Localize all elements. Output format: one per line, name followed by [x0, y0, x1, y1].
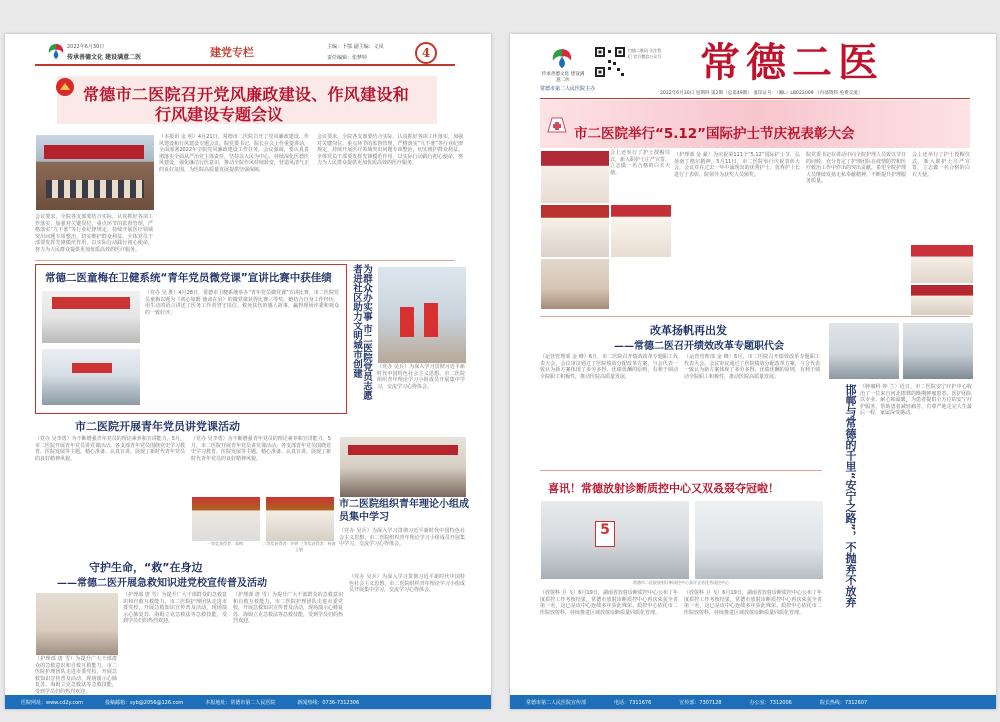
- divider: [540, 470, 822, 471]
- award-title: 常德二医童梅在卫健系统“青年党员微党课”宣讲比赛中获佳绩: [45, 272, 332, 284]
- section2-caption-2: 二等奖获得者：许婷 三等奖获得者：杨海 王敏: [262, 541, 336, 552]
- reform-body-a: （运营管理部 金 峰）6月，市二医院召开绩效改革专题职工代表大会。会议审议通过了医院绩效分配改革方案，与会代表一致认为新方案体现了多劳多得、优绩优酬的原则，有利于调动全院职工积极性，推动医院高质量发展。: [540, 354, 678, 380]
- section2-photo-2: [265, 496, 335, 542]
- vertical-headline: 为群众办实事 市二医院党员志愿者进社区助力文明城市创建: [351, 264, 372, 401]
- masthead-slogan: 传承善德文化 建设满意二医: [541, 72, 585, 83]
- masthead-title: 常德二医: [700, 39, 884, 86]
- hospice-body: （肿瘤科 钟 兰）近日，市二医院安宁疗护中心收治了一位来自河北邯郸的晚期肿瘤患者。医护团队以专业、耐心和温暖，为患者提供全方位的安宁疗护服务，帮助患者减轻痛苦、有尊严地走完人生最后一程，家属深受感动。: [860, 384, 972, 417]
- section4-body-b: （护理部 唐 雪）为提升广大干部群众的急救意识和自救互救能力，市二医院护理团队走进市委党校，开展急救知识宣传普及活动，现场演示心肺复苏、海姆立克急救法等急救技能，受到学员们的热烈欢迎。: [233, 592, 344, 625]
- section2-caption-1: 一等奖获得者：章梅: [207, 541, 243, 546]
- masthead-logo-icon: [548, 46, 576, 70]
- hospital-logo-icon: [45, 42, 67, 60]
- lead-body-col2: 会议要求，全院各支部要结合实际，认真抓好各项工作落实，加强对关键岗位、重点环节的监督管理，严格落实“九不准”等行业纪律规定，持续开展医疗领域突出问题专项整治，切实维护群众利益。全体党员干部要发挥先锋模范作用，以实际行动践行初心使命，努力为人民群众提供更加优质高效的医疗服务。: [317, 134, 463, 167]
- masthead-rule: [540, 98, 970, 99]
- section2-body-b: （党办 吴李勇）为不断增强青年党员的理论素养和宣讲能力，5月，市二医院开展青年党员讲党课活动。各支部青年党员围绕党史学习教育、医院发展等主题，精心准备、认真宣讲，展现了新时代青年党员的良好精神风貌。: [191, 436, 332, 462]
- section3-body: （党办 吴兵）为深入学习贯彻习近平新时代中国特色社会主义思想，市二医院组织青年理论学习小组成员开展集中学习，交流学习心得体会。: [339, 528, 465, 548]
- first-aid-photo: [35, 592, 119, 656]
- section3-title: 市二医院组织青年理论小组成员集中学习: [339, 499, 469, 523]
- hospice-vertical-title: 邯郸与常德的千里“安宁之路”，不抛弃不放弃: [844, 384, 857, 608]
- footer-website: 医院网址：www.cd2y.com: [21, 699, 84, 706]
- reform-title2: ——常德二医召开绩效改革专题职代会: [614, 341, 784, 352]
- lead-body-b: 院党委书记在讲话中向全院护理人员致以节日的问候，充分肯定了护理团队在疫情防控和医疗救治工作中作出的突出贡献，希望全院护理人员继续发扬无私奉献精神，不断提升护理服务质量。: [806, 152, 907, 185]
- lead-photo-6: [910, 284, 974, 316]
- reform-body-b: （运营管理部 金 峰）6月，市二医院召开绩效改革专题职工代表大会。会议审议通过了医院绩效分配改革方案，与会代表一致认为新方案体现了多劳多得、优绩优酬的原则，有利于调动全院职工积极性，推动医院高质量发展。: [684, 354, 820, 380]
- nurse-cap-icon: [546, 112, 568, 138]
- footer-phone3: 办公室：7312006: [749, 699, 792, 706]
- right-page: [510, 34, 996, 709]
- footer-phone2: 宣传部：7307128: [679, 699, 722, 706]
- footer-phone: 新闻热线：0736-7312306: [297, 699, 360, 706]
- header-rule: [35, 64, 455, 66]
- radiology-photo-1: 5: [540, 500, 690, 580]
- award-body: （党办 吴 胜）4月28日，常德市卫健系统举办“青年党员微党课”宣讲比赛，市二医院党员童梅以题为《初心如磐 使命在肩》的微党课获得比赛三等奖。她结合自身工作经历，用生动的语言讲述了医务工作者坚守岗位、救死扶伤的感人故事，赢得现场评委和观众的一致好评。: [145, 290, 339, 316]
- radiology-photo-2: [694, 500, 824, 580]
- divider: [35, 260, 455, 261]
- section2-title: 市二医院开展青年党员讲党课活动: [75, 420, 240, 433]
- issue-date: 2022年6月30日: [67, 44, 105, 50]
- footer-email: 投稿邮箱：syb@2056@126.com: [105, 699, 184, 706]
- lead-title-line1: 常德市二医院召开党风廉政建设、作风建设和: [83, 85, 410, 104]
- radiology-body-b: （放射科 卫 飞）6月19日，湖南省放射诊断质控中心公布了年度质控工作考核结果，常德市放射诊断质控中心再次荣获全省第一名，这已是该中心连续多年获此殊荣。质控中心依托市二医院放射科，持续推进区域放射诊断质量同质化管理。: [684, 590, 822, 616]
- lead-title: 市二医院举行“5.12”国际护士节庆祝表彰大会: [574, 126, 855, 142]
- section2-body-a: （党办 吴李勇）为不断增强青年党员的理论素养和宣讲能力，5月，市二医院开展青年党员讲党课活动。各支部青年党员围绕党史学习教育、医院发展等主题，精心准备、认真宣讲，展现了新时代青年党员的良好精神风貌。: [35, 436, 186, 462]
- section3-photo: [339, 436, 467, 498]
- lead-photo-2: [540, 204, 610, 258]
- divider: [540, 316, 970, 317]
- section4-body-a: （护理部 唐 雪）为提升广大干部群众的急救意识和自救互救能力，市二医院护理团队走进市委党校，开展急救知识宣传普及活动，现场演示心肺复苏、海姆立克急救法等急救技能，受到学员们的热烈欢迎。: [123, 592, 227, 625]
- section4-body-d: （护理部 唐 雪）为提升广大干部群众的急救意识和自救互救能力，市二医院护理团队走进市委党校，开展急救知识宣传普及活动，现场演示心肺复苏、海姆立克急救法等急救技能，受到学员们的热烈欢迎。: [35, 656, 117, 695]
- footer-phone1: 电话：7311676: [614, 699, 652, 706]
- footer-editorial: 常德市第二人民医院宣传部: [526, 699, 587, 706]
- qr-code-icon: [594, 46, 626, 78]
- meeting-photo: [35, 134, 155, 211]
- lead-photo-4: [610, 204, 672, 258]
- lead-body-col1: （本报讯 金 明）4月21日，常德市二医院召开了党风廉政建设、作风建设和行风建设专题会议。院党委书记、院长在会上作重要讲话，全面部署2022年全院党风廉政建设工作任务。会议强调，要认真贯彻落实全面从严治党主体责任，坚持以人民为中心，持续深化医德医风建设，强化廉洁行医意识，推动全院作风持续转变，营造风清气正的良好氛围，为医院高质量发展提供坚强保障。: [159, 134, 310, 173]
- right-footer: [510, 695, 996, 709]
- volunteer-photo: [377, 266, 467, 364]
- footer-address: 本报地址：常德市第二人民医院: [205, 699, 276, 706]
- lead-body-col0: 会议要求，全院各支部要结合实际，认真抓好各项工作落实，加强对关键岗位、重点环节的监督管理，严格落实“九不准”等行业纪律规定，持续开展医疗领域突出问题专项整治，切实维护群众利益。全体党员干部要发挥先锋模范作用，以实际行动践行初心使命，努力为人民群众提供更加优质高效的医疗服务。: [35, 214, 153, 253]
- responsible-editor: 责任编辑：张梦婷: [327, 55, 368, 61]
- hospice-photo-2: [902, 322, 974, 380]
- lead-body-c: 会上还举行了护士授帽仪式，新入职护士庄严宣誓，立志做一名合格的白衣天使。: [912, 152, 970, 178]
- lead-photo-5: [910, 244, 974, 284]
- header-slogan: 传承善德文化 建设满意二医: [67, 54, 142, 61]
- radiology-body-a: （放射科 卫 飞）6月19日，湖南省放射诊断质控中心公布了年度质控工作考核结果，常德市放射诊断质控中心再次荣获全省第一名，这已是该中心连续多年获此殊荣。质控中心依托市二医院放射科，持续推进区域放射诊断质量同质化管理。: [540, 590, 678, 616]
- qr-caption: 扫描二维码 关注我们 官方微信公众号: [628, 48, 662, 59]
- award-photo-2: [41, 348, 141, 406]
- masthead-issue-info: 2022年6月30日 星期四 第2期（总第49期） 准印证号：（湘L）LB022009 （内部资料 免费交流）: [660, 91, 863, 96]
- lead-body-a: （护理部 金 豪）为庆祝第111个“5.12”国际护士节，弘扬南丁格尔精神，5月11日，市二医院举行庆祝表彰大会。会议对在过去一年中涌现出的优秀护士、优秀护士长进行了表彰，院领导为获奖人员颁奖。: [674, 152, 800, 178]
- footer-phone4: 院长热线：7312607: [819, 699, 868, 706]
- left-page: [5, 34, 491, 709]
- section2-photo-1: [191, 496, 261, 542]
- lead-title-line2: 行风建设专题会议: [155, 105, 284, 124]
- lead-photo-3: [540, 258, 610, 310]
- reform-title1: 改革扬帆再出发: [650, 324, 727, 337]
- lead-photo-1: [540, 150, 610, 204]
- section4-title1: 守护生命，“救”在身边: [89, 561, 203, 574]
- party-emblem-icon: [53, 76, 83, 98]
- hospice-photo-1: [828, 322, 900, 380]
- section4-title2: ——常德二医开展急救知识进党校宣传普及活动: [57, 578, 267, 589]
- radiology-title: 喜讯！常德放射诊断质控中心又双叒叕夺冠啦！: [548, 482, 779, 495]
- page-number: 4: [415, 42, 437, 64]
- editors-line: 主编：卜鄂 副主编：文凤: [327, 44, 384, 50]
- award-photo-1: [41, 290, 141, 344]
- masthead-publisher: 常德市第二人民医院主办: [540, 86, 596, 92]
- section-name: 建党专栏: [210, 46, 254, 59]
- section4-body-c: （党办 吴兵）为深入学习贯彻习近平新时代中国特色社会主义思想，市二医院组织青年理论学习小组成员开展集中学习，交流学习心得体会。: [349, 574, 465, 594]
- lead-body-d: 会上还举行了护士授帽仪式，新入职护士庄严宣誓，立志做一名合格的白衣天使。: [610, 150, 671, 176]
- radiology-caption: 常德市二医院放射诊断质控中心获评全省优秀质控中心: [633, 580, 729, 585]
- volunteer-body: （党办 吴兵）为深入学习贯彻习近平新时代中国特色社会主义思想，市二医院组织青年理论学习小组成员开展集中学习，交流学习心得体会。: [377, 364, 465, 390]
- left-footer: [5, 695, 491, 709]
